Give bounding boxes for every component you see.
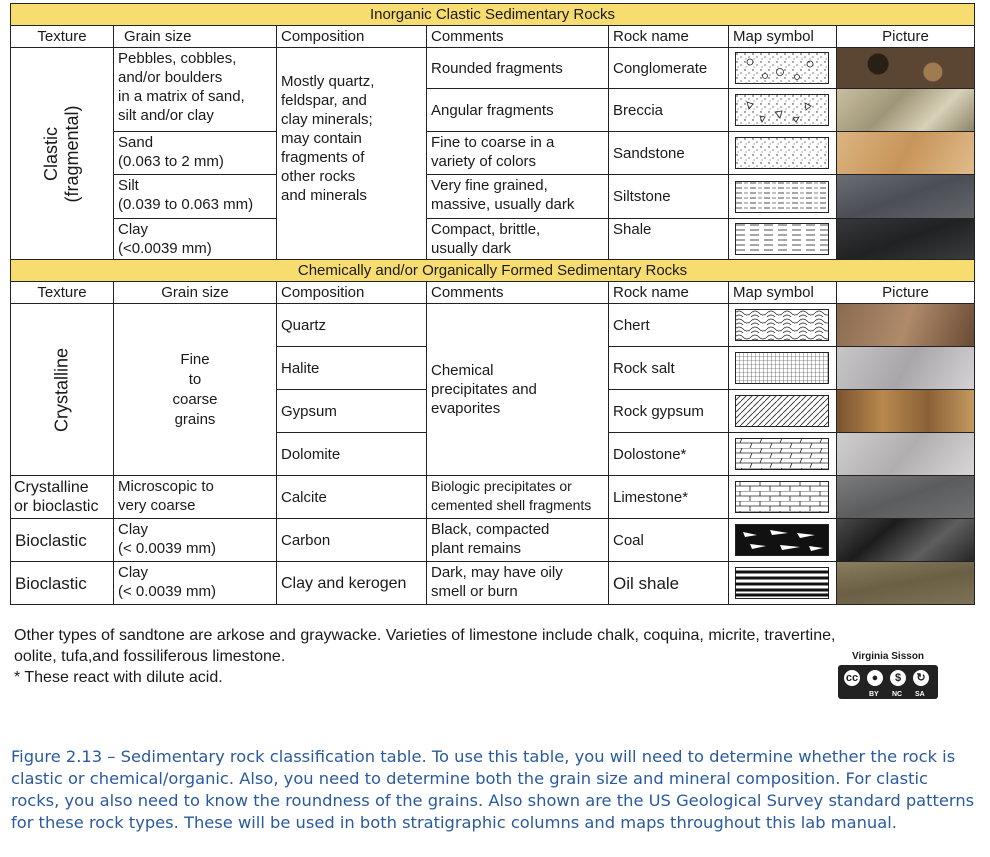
comment-limestone: Biologic precipitates or cemented shell fragments — [427, 476, 609, 519]
header-texture: Texture — [11, 26, 114, 48]
header-picture-2: Picture — [837, 282, 975, 304]
rock-gypsum-pattern-icon — [735, 395, 829, 427]
comp-dolomite: Dolomite — [277, 433, 427, 476]
siltstone-pattern-icon — [735, 181, 829, 213]
name-sandstone: Sandstone — [609, 132, 729, 175]
siltstone-photo — [837, 175, 974, 218]
rock-salt-pattern-icon — [735, 352, 829, 384]
name-oil-shale: Oil shale — [609, 562, 729, 605]
limestone-pattern-icon — [735, 481, 829, 513]
author-credit: Virginia Sisson — [851, 651, 925, 662]
comment-siltstone: Very fine grained, massive, usually dark — [427, 175, 609, 219]
credit-block — [838, 651, 938, 699]
sandstone-photo — [837, 132, 974, 174]
symbol-limestone — [729, 476, 837, 519]
picture-sandstone — [837, 132, 975, 175]
coal-pattern-icon — [735, 524, 829, 556]
picture-limestone — [837, 476, 975, 519]
clastic-texture: Clastic (fragmental) — [11, 48, 114, 260]
license-by: BY — [869, 691, 879, 698]
conglomerate-pattern-icon — [735, 52, 829, 84]
comp-rock-salt: Halite — [277, 347, 427, 390]
header-rock-name: Rock name — [609, 26, 729, 48]
comp-carbon: Carbon — [277, 519, 427, 562]
grain-siltstone: Silt (0.039 to 0.063 mm) — [114, 175, 277, 219]
symbol-rock-gypsum — [729, 390, 837, 433]
picture-oil-shale — [837, 562, 975, 605]
table-notes — [14, 625, 914, 688]
coal-photo — [837, 519, 974, 561]
header-composition: Composition — [277, 26, 427, 48]
symbol-sandstone — [729, 132, 837, 175]
chert-photo — [837, 304, 974, 346]
oil-shale-pattern-icon — [735, 567, 829, 599]
crystalline-comment: Chemical precipitates and evaporites — [427, 304, 609, 476]
comment-sandstone: Fine to coarse in a variety of colors — [427, 132, 609, 175]
name-shale: Shale — [609, 219, 729, 260]
header-picture: Picture — [837, 26, 975, 48]
picture-siltstone — [837, 175, 975, 219]
symbol-breccia — [729, 89, 837, 132]
symbol-chert — [729, 304, 837, 347]
figure-caption: Figure 2.13 – Sedimentary rock classification table. To use this table, you will need to determine whether the rock is clastic or chemical/organic. Also, you need to determine both the grain size and mineral composition. For clastic rocks, you also need to know the roundness of the grains. Also shown are the US Geological Survey standard patterns for these rock types. These will be used in both stratigraphic columns and maps throughout this lab manual. — [11, 747, 975, 832]
header-grain-size-2: Grain size — [114, 282, 277, 304]
rock-classification-figure — [10, 3, 974, 605]
chemical-title: Chemically and/or Organically Formed Sedimentary Rocks — [11, 260, 975, 282]
dolostone-photo — [837, 433, 974, 475]
rock-salt-photo — [837, 347, 974, 389]
comment-coal: Black, compacted plant remains — [427, 519, 609, 562]
name-breccia: Breccia — [609, 89, 729, 132]
comment-breccia: Angular fragments — [427, 89, 609, 132]
header-rock-name-2: Rock name — [609, 282, 729, 304]
symbol-siltstone — [729, 175, 837, 219]
shale-photo — [837, 219, 974, 259]
symbol-shale — [729, 219, 837, 260]
sandstone-pattern-icon — [735, 137, 829, 169]
name-rock-salt: Rock salt — [609, 347, 729, 390]
grain-limestone: Microscopic to very coarse — [114, 476, 277, 519]
header-comments-2: Comments — [427, 282, 609, 304]
grain-conglomerate-breccia: Pebbles, cobbles, and/or boulders in a matrix of sand, silt and/or clay — [114, 48, 277, 132]
comp-gypsum: Gypsum — [277, 390, 427, 433]
comment-oil-shale: Dark, may have oily smell or burn — [427, 562, 609, 605]
breccia-photo — [837, 89, 974, 131]
dolostone-pattern-icon — [735, 438, 829, 470]
picture-coal — [837, 519, 975, 562]
header-comments: Comments — [427, 26, 609, 48]
picture-rock-salt — [837, 347, 975, 390]
notes-line-1: Other types of sandtone are arkose and graywacke. Varieties of limestone include chalk, coquina, micrite, travertine, — [14, 627, 836, 644]
breccia-pattern-icon — [735, 94, 829, 126]
texture-coal: Bioclastic — [11, 519, 114, 562]
texture-limestone: Crystalline or bioclastic — [11, 476, 114, 519]
header-grain-size: Grain size — [114, 26, 277, 48]
name-chert: Chert — [609, 304, 729, 347]
license-nc: NC — [892, 691, 903, 698]
picture-conglomerate — [837, 48, 975, 89]
header-map-symbol: Map symbol — [729, 26, 837, 48]
comment-conglomerate: Rounded fragments — [427, 48, 609, 89]
symbol-conglomerate — [729, 48, 837, 89]
conglomerate-photo — [837, 48, 974, 88]
name-dolostone: Dolostone* — [609, 433, 729, 476]
name-rock-gypsum: Rock gypsum — [609, 390, 729, 433]
clastic-title: Inorganic Clastic Sedimentary Rocks — [11, 4, 975, 26]
nc-icon: $ — [888, 668, 908, 688]
name-conglomerate: Conglomerate — [609, 48, 729, 89]
name-limestone: Limestone* — [609, 476, 729, 519]
grain-sandstone: Sand (0.063 to 2 mm) — [114, 132, 277, 175]
name-siltstone: Siltstone — [609, 175, 729, 219]
clastic-composition: Mostly quartz, feldspar, and clay minerals; may contain fragments of other rocks and minerals — [277, 48, 427, 260]
header-composition-2: Composition — [277, 282, 427, 304]
symbol-oil-shale — [729, 562, 837, 605]
grain-oil-shale: Clay (< 0.0039 mm) — [114, 562, 277, 605]
symbol-dolostone — [729, 433, 837, 476]
sa-icon: ↻ — [911, 668, 931, 688]
picture-rock-gypsum — [837, 390, 975, 433]
license-sa: SA — [915, 691, 925, 698]
symbol-rock-salt — [729, 347, 837, 390]
picture-breccia — [837, 89, 975, 132]
grain-shale: Clay (<0.0039 mm) — [114, 219, 277, 260]
cc-by-nc-sa-icon — [838, 665, 938, 699]
rock-gypsum-photo — [837, 390, 974, 432]
oil-shale-photo — [837, 562, 974, 604]
header-map-symbol-2: Map symbol — [729, 282, 837, 304]
picture-shale — [837, 219, 975, 260]
crystalline-texture: Crystalline — [11, 304, 114, 476]
name-coal: Coal — [609, 519, 729, 562]
notes-line-2: oolite, tufa,and fossiliferous limestone. — [14, 648, 286, 665]
crystalline-grain: Fine to coarse grains — [114, 304, 277, 476]
cc-icon: cc — [842, 668, 862, 688]
chert-pattern-icon — [735, 309, 829, 341]
comp-chert: Quartz — [277, 304, 427, 347]
rock-table — [10, 3, 975, 605]
header-texture-2: Texture — [11, 282, 114, 304]
comp-calcite: Calcite — [277, 476, 427, 519]
comp-clay-kerogen: Clay and kerogen — [277, 562, 427, 605]
texture-oil-shale: Bioclastic — [11, 562, 114, 605]
by-icon: ● — [865, 668, 885, 688]
symbol-coal — [729, 519, 837, 562]
notes-line-3: * These react with dilute acid. — [14, 669, 223, 686]
grain-coal: Clay (< 0.0039 mm) — [114, 519, 277, 562]
limestone-photo — [837, 476, 974, 518]
comment-shale: Compact, brittle, usually dark — [427, 219, 609, 260]
picture-chert — [837, 304, 975, 347]
shale-pattern-icon — [735, 223, 829, 255]
picture-dolostone — [837, 433, 975, 476]
